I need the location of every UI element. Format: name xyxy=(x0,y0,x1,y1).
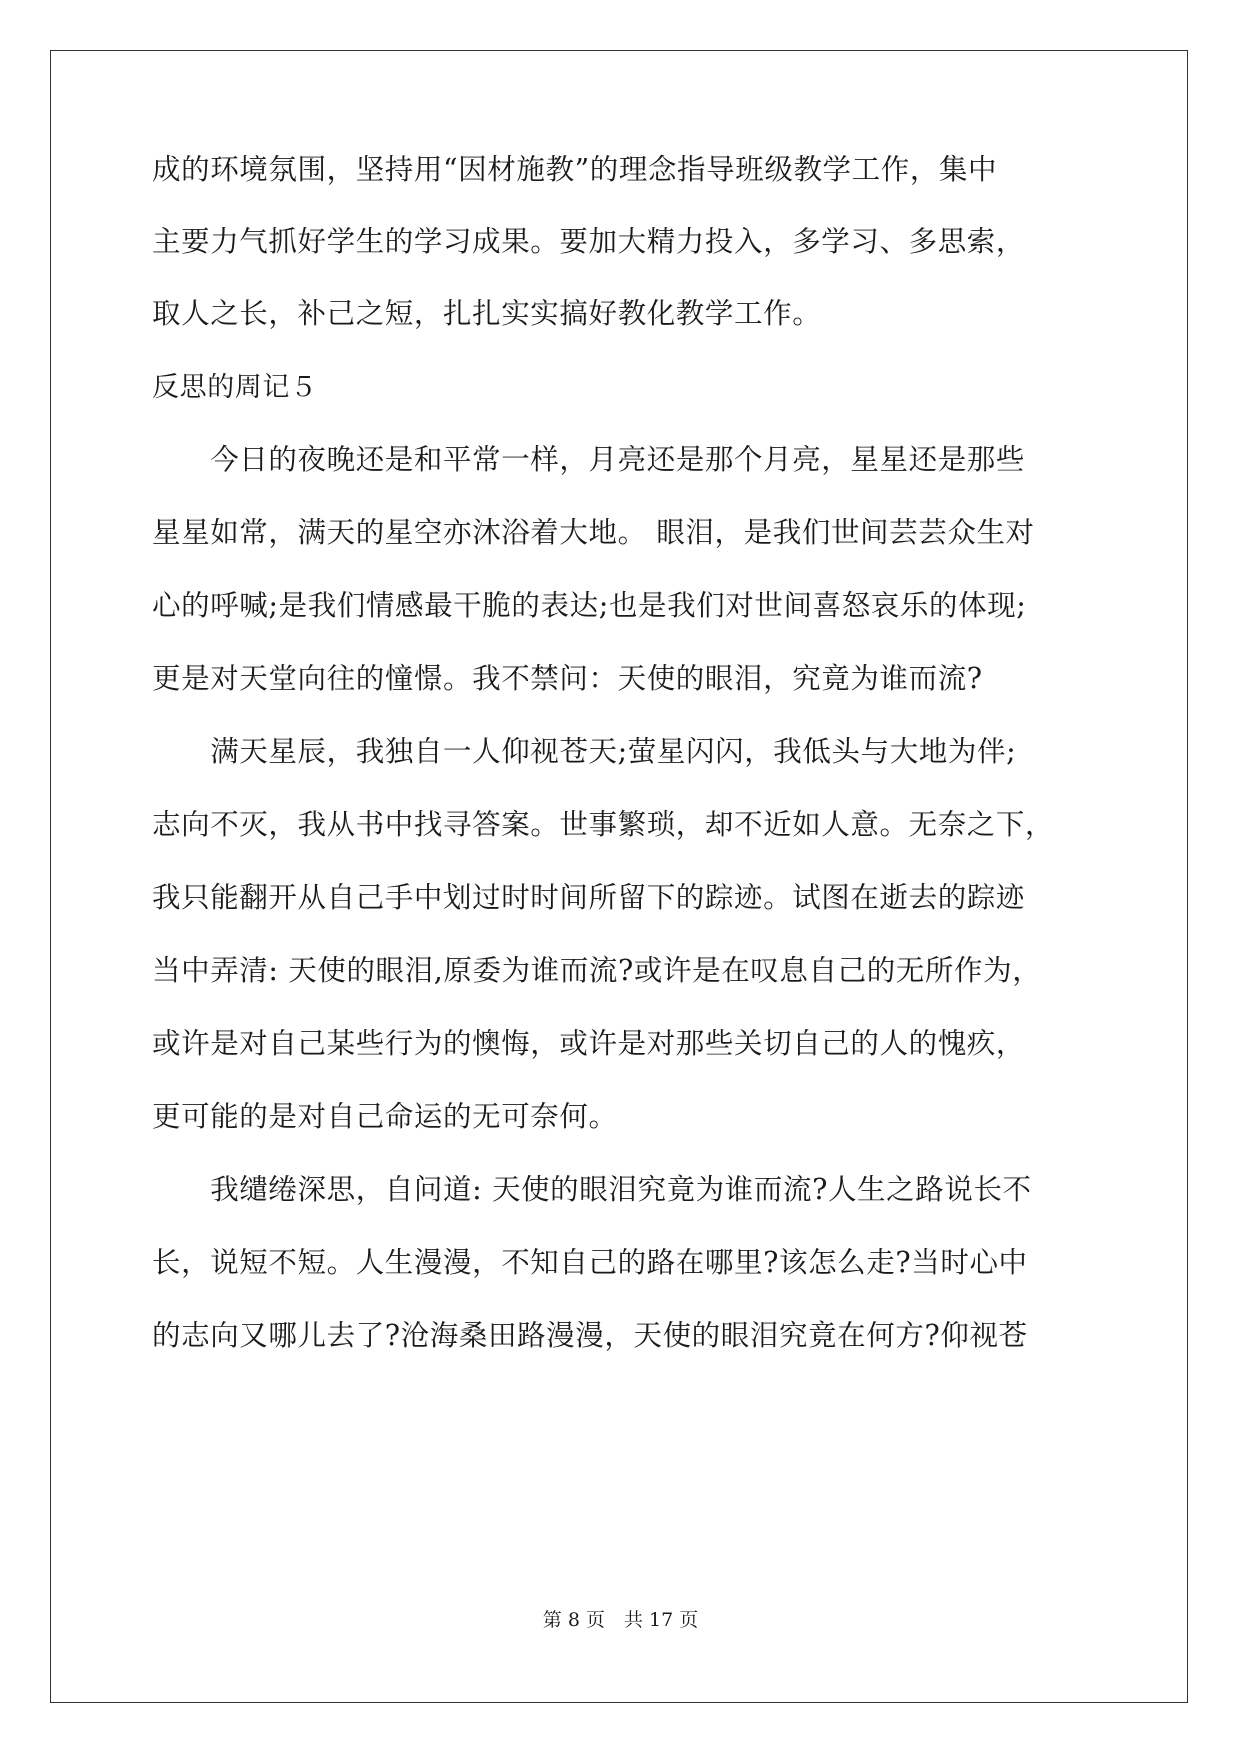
page-number-footer: 第 8 页 共 17 页 xyxy=(542,1609,699,1631)
body-line-13: 或许是对自己某些行为的懊悔，或许是对那些关切自己的人的愧疚， xyxy=(152,1027,1026,1060)
body-line-11: 我只能翻开从自己手中划过时时间所留下的踪迹。试图在逝去的踪迹 xyxy=(152,881,1026,914)
body-line-17: 的志向又哪儿去了?沧海桑田路漫漫，天使的眼泪究竟在何方?仰视苍 xyxy=(152,1319,1028,1352)
body-line-3: 取人之长，补己之短，扎扎实实搞好教化教学工作。 xyxy=(152,297,822,330)
body-line-10: 志向不灭，我从书中找寻答案。世事繁琐，却不近如人意。无奈之下， xyxy=(152,808,1055,841)
section-heading: 反思的周记５ xyxy=(152,372,318,403)
body-line-6: 星星如常，满天的星空亦沐浴着大地。 眼泪，是我们世间芸芸众生对 xyxy=(152,516,1035,549)
body-line-9: 满天星辰，我独自一人仰视苍天;萤星闪闪，我低头与大地为伴; xyxy=(152,735,1017,768)
body-line-16: 长，说短不短。人生漫漫，不知自己的路在哪里?该怎么走?当时心中 xyxy=(152,1246,1028,1279)
body-line-12: 当中弄清: 天使的眼泪,原委为谁而流?或许是在叹息自己的无所作为， xyxy=(152,954,1042,987)
body-line-15: 我缱绻深思，自问道: 天使的眼泪究竟为谁而流?人生之路说长不 xyxy=(152,1173,1032,1206)
body-line-2: 主要力气抓好学生的学习成果。要加大精力投入，多学习、多思索， xyxy=(152,225,1026,258)
body-line-14: 更可能的是对自己命运的无可奈何。 xyxy=(152,1100,618,1133)
body-line-8: 更是对天堂向往的憧憬。我不禁问：天使的眼泪，究竟为谁而流? xyxy=(152,662,983,695)
body-line-1: 成的环境氛围，坚持用“因材施教”的理念指导班级教学工作，集中 xyxy=(152,153,998,186)
body-line-5: 今日的夜晚还是和平常一样，月亮还是那个月亮，星星还是那些 xyxy=(152,443,1026,476)
body-line-7: 心的呼喊;是我们情感最干脆的表达;也是我们对世间喜怒哀乐的体现; xyxy=(152,589,1027,622)
